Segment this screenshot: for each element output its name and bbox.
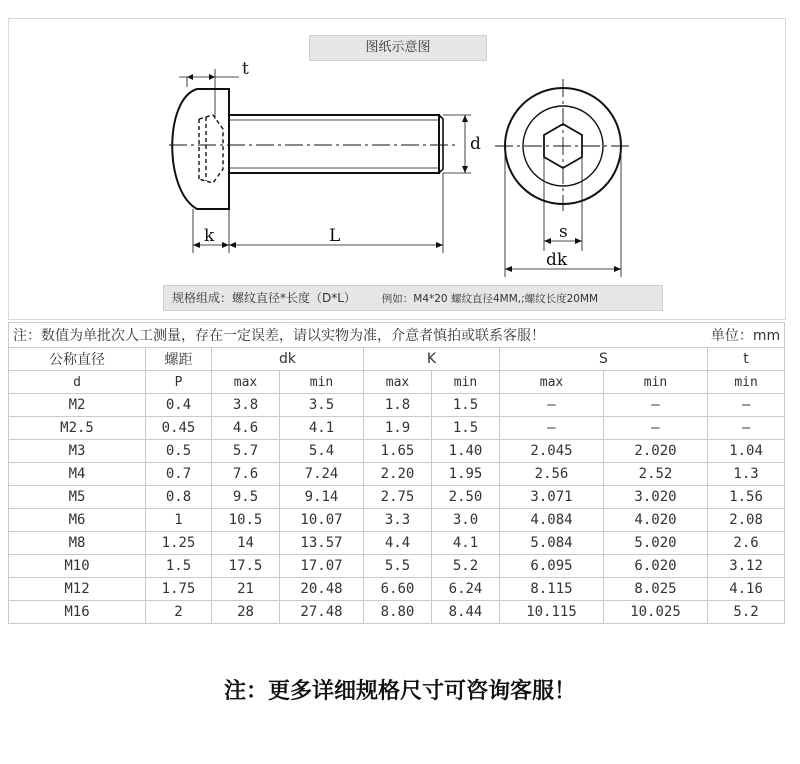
subheader-p: P [146,371,212,394]
table-cell: 1.40 [432,440,500,463]
table-cell: M8 [9,532,146,555]
subheader-dk-min: min [280,371,364,394]
table-cell: 2.52 [604,463,708,486]
table-cell: 10.115 [500,601,604,624]
table-row [9,601,785,624]
table-cell: 2.08 [708,509,785,532]
header-k: K [364,348,500,371]
table-cell: 10.5 [212,509,280,532]
table-body [9,394,785,624]
hex-socket-hidden [199,115,223,183]
table-cell: 3.12 [708,555,785,578]
table-cell: 0.45 [146,417,212,440]
header-nominal: 公称直径 [9,348,146,371]
table-cell: M10 [9,555,146,578]
table-cell: M16 [9,601,146,624]
table-cell: 6.24 [432,578,500,601]
subheader-k-min: min [432,371,500,394]
label-k: k [204,226,215,246]
table-cell: 5.2 [432,555,500,578]
table-cell: 9.5 [212,486,280,509]
table-cell: 2.75 [364,486,432,509]
table-cell: M6 [9,509,146,532]
table-cell: 1.56 [708,486,785,509]
table-cell: 2.020 [604,440,708,463]
spec-label: 规格组成：螺纹直径*长度（D*L） [172,291,356,305]
table-cell: 10.025 [604,601,708,624]
header-row [9,348,785,371]
table-cell: 1.04 [708,440,785,463]
table-cell: 4.16 [708,578,785,601]
table-cell: 10.07 [280,509,364,532]
table-cell: 1.9 [364,417,432,440]
subheader-dk-max: max [212,371,280,394]
table-cell: 5.2 [708,601,785,624]
table-cell: 3.8 [212,394,280,417]
table-cell: 8.44 [432,601,500,624]
table-cell: 1 [146,509,212,532]
table-cell: 1.5 [146,555,212,578]
table-cell: 2 [146,601,212,624]
unit-label: 单位：mm [710,328,781,344]
table-cell: 0.7 [146,463,212,486]
table-cell: 5.020 [604,532,708,555]
subheader-t-min: min [708,371,785,394]
diagram-title: 图纸示意图 [309,35,487,61]
label-d: d [470,134,481,154]
table-cell: 27.48 [280,601,364,624]
table-cell: 13.57 [280,532,364,555]
table-cell: – [500,417,604,440]
table-cell: 3.020 [604,486,708,509]
table-cell: 8.115 [500,578,604,601]
table-cell: 3.5 [280,394,364,417]
table-cell: 9.14 [280,486,364,509]
table-cell: 0.5 [146,440,212,463]
table-cell: M4 [9,463,146,486]
label-L: L [329,226,341,246]
header-t: t [708,348,785,371]
table-cell: 1.65 [364,440,432,463]
table-row [9,555,785,578]
table-cell: 28 [212,601,280,624]
table-cell: 2.6 [708,532,785,555]
table-cell: 1.75 [146,578,212,601]
table-row [9,394,785,417]
subheader-k-max: max [364,371,432,394]
table-cell: – [708,417,785,440]
table-cell: M5 [9,486,146,509]
footer-note: 注：更多详细规格尺寸可咨询客服！ [223,679,576,704]
table-cell: 4.020 [604,509,708,532]
table-cell: 1.5 [432,417,500,440]
spec-example: 例如：M4*20 螺纹直径4MM,;螺纹长度20MM [381,293,599,305]
table-cell: M2 [9,394,146,417]
measurement-note: 注：数值为单批次人工测量，存在一定误差，请以实物为准，介意者慎拍或联系客服！ [13,328,545,344]
table-row [9,578,785,601]
spec-table [8,322,785,624]
table-row [9,440,785,463]
table-cell: 2.56 [500,463,604,486]
table-cell: 3.0 [432,509,500,532]
table-row [9,509,785,532]
table-cell: 8.80 [364,601,432,624]
table-cell: – [500,394,604,417]
table-cell: 1.3 [708,463,785,486]
table-cell: 3.3 [364,509,432,532]
table-cell: 1.8 [364,394,432,417]
note-row [9,323,785,348]
table-cell: 4.1 [432,532,500,555]
table-cell: M3 [9,440,146,463]
table-cell: 8.025 [604,578,708,601]
table-row [9,417,785,440]
table-row [9,463,785,486]
table-cell: – [708,394,785,417]
diagram-panel [8,18,786,320]
table-row [9,486,785,509]
label-dk: dk [546,250,568,270]
table-cell: 4.1 [280,417,364,440]
table-cell: 4.084 [500,509,604,532]
label-t: t [242,59,249,79]
subheader-d: d [9,371,146,394]
table-cell: 6.095 [500,555,604,578]
screw-head-side [172,89,229,209]
table-cell: – [604,417,708,440]
table-cell: 4.6 [212,417,280,440]
table-cell: 21 [212,578,280,601]
table-cell: 2.045 [500,440,604,463]
note-cell [9,323,785,348]
table-cell: M12 [9,578,146,601]
table-row [9,532,785,555]
table-cell: M2.5 [9,417,146,440]
table-cell: 6.020 [604,555,708,578]
table-cell: 1.5 [432,394,500,417]
table-cell: 3.071 [500,486,604,509]
table-cell: 2.50 [432,486,500,509]
table-cell: 7.6 [212,463,280,486]
table-cell: 5.7 [212,440,280,463]
table-cell: 5.4 [280,440,364,463]
table-cell: 2.20 [364,463,432,486]
table-cell: 17.07 [280,555,364,578]
subheader-s-min: min [604,371,708,394]
table-cell: 14 [212,532,280,555]
table-cell: 20.48 [280,578,364,601]
table-cell: 6.60 [364,578,432,601]
table-cell: 7.24 [280,463,364,486]
table-cell: – [604,394,708,417]
header-dk: dk [212,348,364,371]
table-cell: 0.8 [146,486,212,509]
header-s: S [500,348,708,371]
header-pitch: 螺距 [146,348,212,371]
table-cell: 1.25 [146,532,212,555]
table-cell: 4.4 [364,532,432,555]
subheader-row [9,371,785,394]
spec-bar [163,285,663,311]
table-cell: 5.084 [500,532,604,555]
subheader-s-max: max [500,371,604,394]
table-cell: 1.95 [432,463,500,486]
label-s: s [559,222,568,242]
spec-table-wrap [8,322,784,624]
screw-shank [229,115,439,173]
screw-drawing [9,19,785,319]
table-cell: 0.4 [146,394,212,417]
table-cell: 17.5 [212,555,280,578]
table-cell: 5.5 [364,555,432,578]
